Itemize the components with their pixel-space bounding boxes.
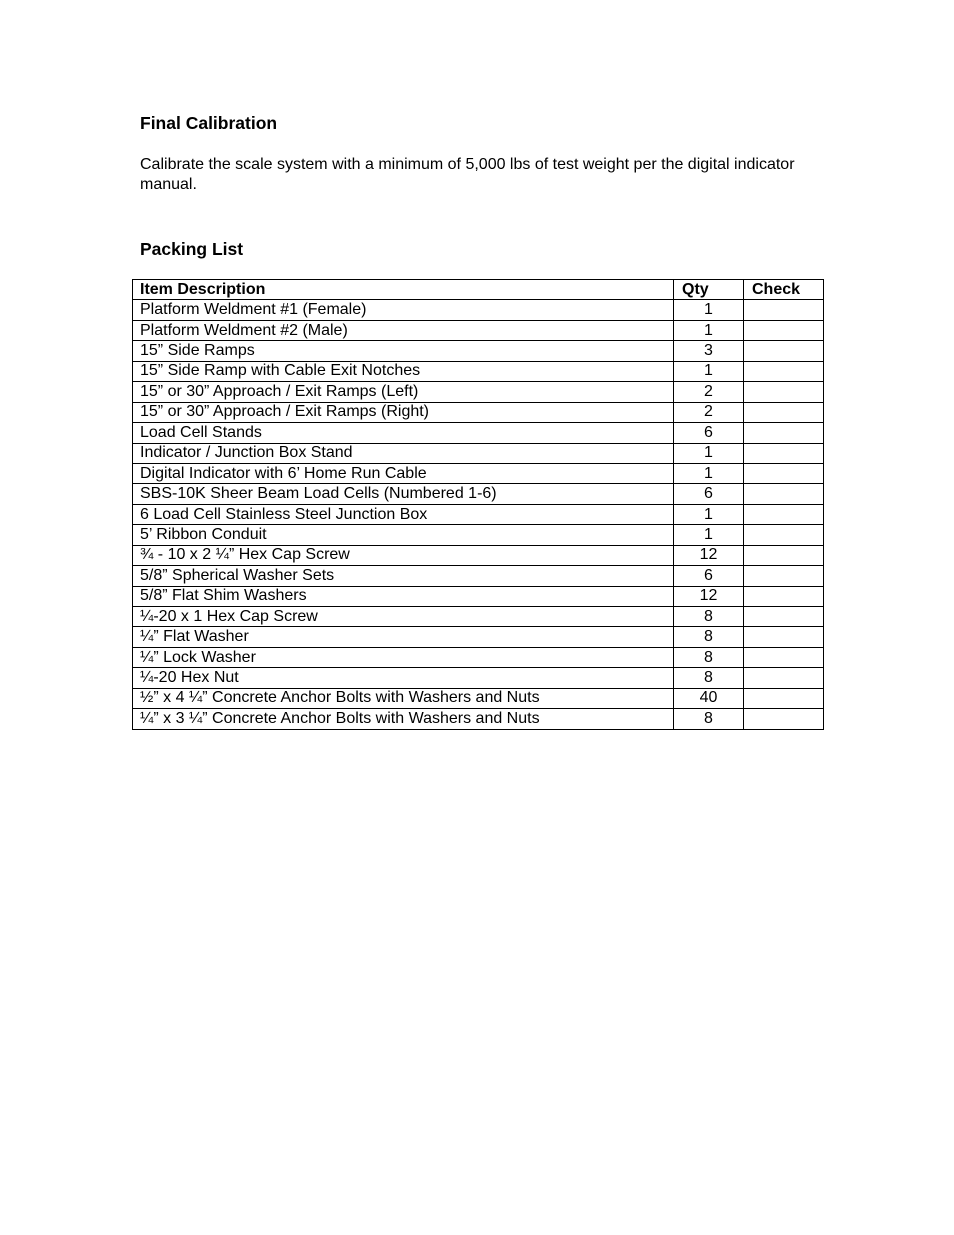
table-row (133, 525, 824, 545)
item-description: Load Cell Stands (133, 423, 674, 443)
item-description: 15” or 30” Approach / Exit Ramps (Left) (133, 382, 674, 402)
item-description: 5/8” Flat Shim Washers (133, 586, 674, 606)
item-qty: 1 (674, 300, 744, 320)
item-check-cell[interactable] (744, 688, 824, 708)
item-check-cell[interactable] (744, 607, 824, 627)
item-qty: 8 (674, 709, 744, 729)
item-description: ¾ - 10 x 2 ¼” Hex Cap Screw (133, 545, 674, 565)
item-qty: 12 (674, 586, 744, 606)
table-row (133, 320, 824, 340)
item-check-cell[interactable] (744, 586, 824, 606)
item-description: 15” Side Ramps (133, 341, 674, 361)
item-check-cell[interactable] (744, 709, 824, 729)
item-check-cell[interactable] (744, 402, 824, 422)
item-check-cell[interactable] (744, 647, 824, 667)
item-check-cell[interactable] (744, 361, 824, 381)
item-check-cell[interactable] (744, 423, 824, 443)
table-row (133, 341, 824, 361)
item-qty: 6 (674, 484, 744, 504)
item-qty: 1 (674, 504, 744, 524)
item-qty: 3 (674, 341, 744, 361)
item-description: Indicator / Junction Box Stand (133, 443, 674, 463)
column-header-check: Check (744, 280, 824, 300)
item-check-cell[interactable] (744, 320, 824, 340)
item-qty: 2 (674, 402, 744, 422)
item-check-cell[interactable] (744, 382, 824, 402)
item-description: ¼-20 x 1 Hex Cap Screw (133, 607, 674, 627)
column-header-description: Item Description (133, 280, 674, 300)
table-row (133, 484, 824, 504)
item-qty: 1 (674, 463, 744, 483)
item-qty: 8 (674, 607, 744, 627)
item-description: ¼-20 Hex Nut (133, 668, 674, 688)
item-description: 15” or 30” Approach / Exit Ramps (Right) (133, 402, 674, 422)
final-calibration-heading: Final Calibration (140, 113, 278, 133)
item-description: ¼” x 3 ¼” Concrete Anchor Bolts with Washers and Nuts (133, 709, 674, 729)
column-header-qty: Qty (674, 280, 744, 300)
item-description: ½” x 4 ¼” Concrete Anchor Bolts with Washers and Nuts (133, 688, 674, 708)
table-row (133, 647, 824, 667)
item-qty: 6 (674, 423, 744, 443)
item-description: Digital Indicator with 6’ Home Run Cable (133, 463, 674, 483)
item-check-cell[interactable] (744, 668, 824, 688)
packing-list-table (132, 279, 824, 730)
item-qty: 12 (674, 545, 744, 565)
item-check-cell[interactable] (744, 300, 824, 320)
item-check-cell[interactable] (744, 484, 824, 504)
item-description: Platform Weldment #1 (Female) (133, 300, 674, 320)
item-qty: 40 (674, 688, 744, 708)
table-row (133, 402, 824, 422)
table-row (133, 300, 824, 320)
item-check-cell[interactable] (744, 525, 824, 545)
table-row (133, 361, 824, 381)
item-qty: 8 (674, 627, 744, 647)
packing-list-heading: Packing List (140, 239, 244, 259)
table-row (133, 607, 824, 627)
table-row (133, 709, 824, 729)
item-description: 5/8” Spherical Washer Sets (133, 566, 674, 586)
item-description: 5’ Ribbon Conduit (133, 525, 674, 545)
item-check-cell[interactable] (744, 463, 824, 483)
item-check-cell[interactable] (744, 545, 824, 565)
item-check-cell[interactable] (744, 443, 824, 463)
item-qty: 6 (674, 566, 744, 586)
table-row (133, 627, 824, 647)
item-description: 15” Side Ramp with Cable Exit Notches (133, 361, 674, 381)
item-description: ¼” Lock Washer (133, 647, 674, 667)
table-row (133, 545, 824, 565)
table-row (133, 443, 824, 463)
item-description: ¼” Flat Washer (133, 627, 674, 647)
table-header-row (133, 280, 824, 300)
item-qty: 8 (674, 647, 744, 667)
item-description: Platform Weldment #2 (Male) (133, 320, 674, 340)
item-qty: 2 (674, 382, 744, 402)
item-description: SBS-10K Sheer Beam Load Cells (Numbered 1-6) (133, 484, 674, 504)
item-description: 6 Load Cell Stainless Steel Junction Box (133, 504, 674, 524)
table-row (133, 463, 824, 483)
item-check-cell[interactable] (744, 566, 824, 586)
item-check-cell[interactable] (744, 341, 824, 361)
table-row (133, 566, 824, 586)
table-row (133, 423, 824, 443)
item-qty: 8 (674, 668, 744, 688)
table-row (133, 382, 824, 402)
item-qty: 1 (674, 361, 744, 381)
table-row (133, 504, 824, 524)
item-qty: 1 (674, 525, 744, 545)
table-row (133, 668, 824, 688)
packing-list-body (133, 300, 824, 729)
final-calibration-text: Calibrate the scale system with a minimum of 5,000 lbs of test weight per the digital indicator manual. (140, 156, 795, 193)
item-check-cell[interactable] (744, 627, 824, 647)
table-row (133, 586, 824, 606)
item-qty: 1 (674, 320, 744, 340)
item-check-cell[interactable] (744, 504, 824, 524)
table-row (133, 688, 824, 708)
item-qty: 1 (674, 443, 744, 463)
